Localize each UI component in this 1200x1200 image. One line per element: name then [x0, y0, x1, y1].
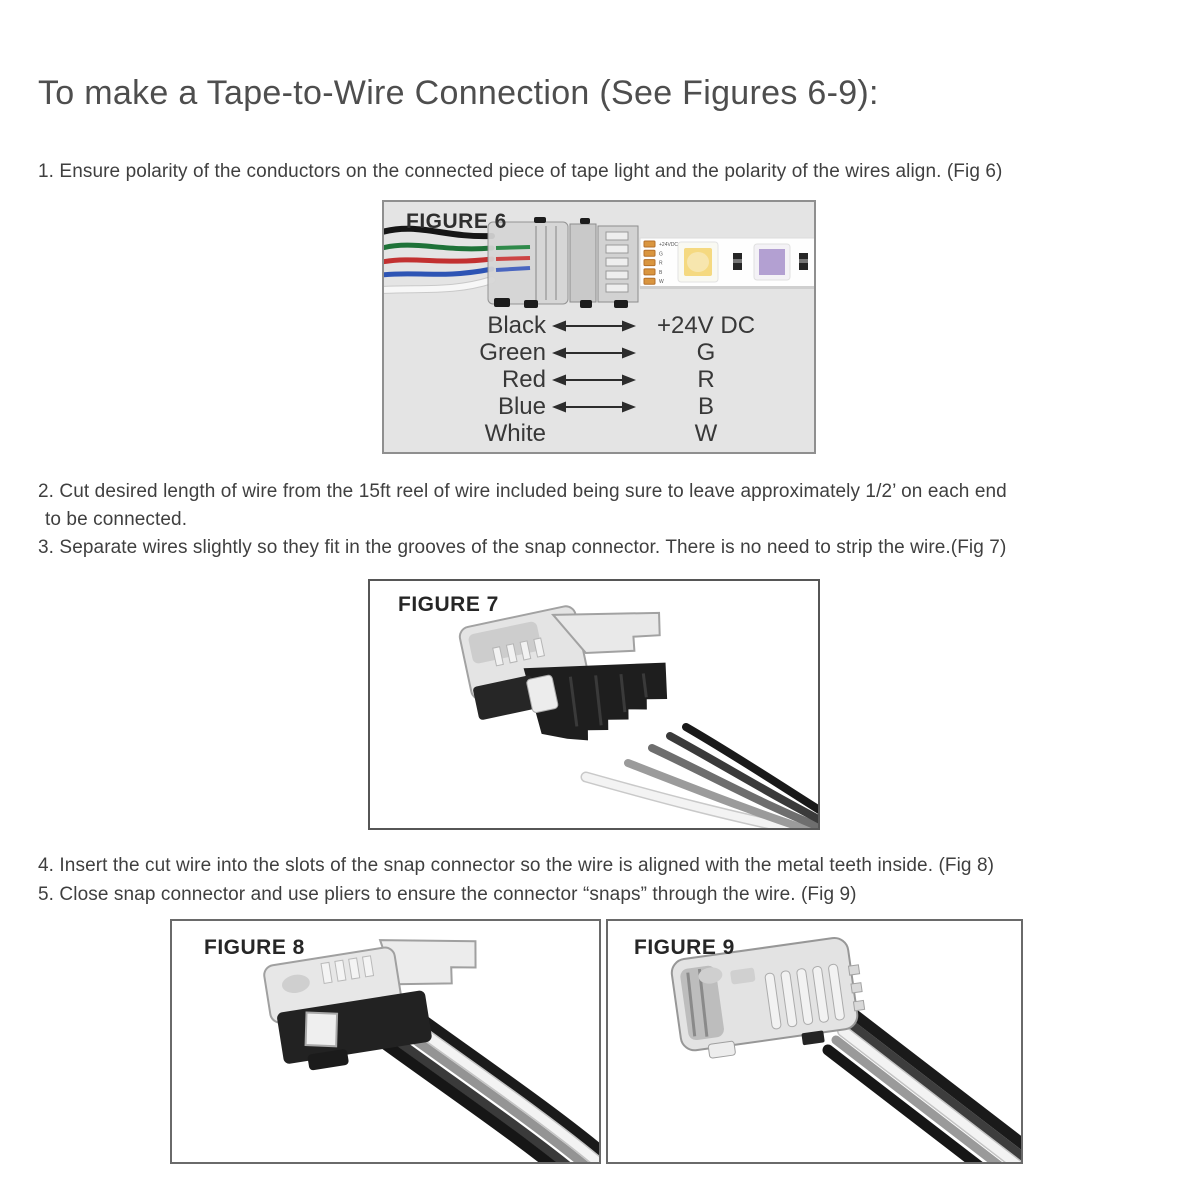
strip-pad-label: +24VDC — [659, 242, 679, 248]
figure-8-label: FIGURE 8 — [204, 936, 305, 959]
page-title: To make a Tape-to-Wire Connection (See Figures 6-9): — [38, 74, 879, 112]
wire-blue — [384, 269, 492, 275]
mapping-row-red — [384, 366, 814, 393]
step-4: 4. Insert the cut wire into the slots of the snap connector so the wire is aligned with the metal teeth inside. (Fig 8) — [38, 855, 995, 876]
figure-9-label: FIGURE 9 — [634, 936, 735, 959]
pad-name: W — [694, 419, 718, 447]
wire-mapping-table — [384, 312, 814, 447]
pad-name: +24V DC — [656, 311, 756, 339]
pad-name: R — [697, 365, 715, 393]
step-5: 5. Close snap connector and use pliers to ensure the connector “snaps” through the wire. (Fig 9) — [38, 884, 857, 905]
figure-6-panel — [382, 200, 816, 454]
figure-9-panel — [606, 919, 1023, 1164]
strip-pad-label: W — [659, 279, 664, 286]
step-2-line-2: to be connected. — [45, 509, 188, 530]
strip-pad-label: R — [659, 260, 663, 267]
double-arrow-icon — [550, 319, 638, 333]
step-3: 3. Separate wires slightly so they fit in the grooves of the snap connector. There is no need to strip the wire.(Fig 7) — [38, 537, 1007, 558]
double-arrow-icon — [550, 346, 638, 360]
wires-snapped-illustration — [828, 1015, 1021, 1162]
mapping-row-green — [384, 339, 814, 366]
mapping-row-blue — [384, 393, 814, 420]
figure-6-label: FIGURE 6 — [406, 210, 507, 233]
snap-connector-illustration — [488, 217, 638, 308]
wire-name: White — [484, 419, 546, 447]
wire-green — [384, 245, 492, 249]
wire-name: Red — [501, 365, 546, 393]
figure-8-panel — [170, 919, 601, 1164]
wire-red — [384, 259, 492, 262]
strip-pad-label: G — [659, 251, 663, 258]
pad-name: G — [696, 338, 716, 366]
mapping-row-white — [384, 420, 814, 447]
wire-name: Black — [487, 311, 546, 339]
wire-name: Green — [479, 338, 546, 366]
figure-7-panel — [368, 579, 820, 830]
strip-pad-label: B — [659, 269, 663, 276]
pad-name: B — [697, 392, 714, 420]
mapping-row-black — [384, 312, 814, 339]
wire-name: Blue — [497, 392, 546, 420]
double-arrow-icon — [550, 373, 638, 387]
figure-7-photo — [370, 581, 818, 828]
step-2-line-1: 2. Cut desired length of wire from the 15ft reel of wire included being sure to leave approximately 1/2’ on each end — [38, 481, 1007, 502]
loose-wires-illustration — [586, 727, 818, 828]
double-arrow-icon — [550, 400, 638, 414]
step-1: 1. Ensure polarity of the conductors on the connected piece of tape light and the polarity of the wires align. (Fig 6) — [38, 161, 1003, 182]
led-strip-illustration — [640, 238, 814, 289]
figure-7-label: FIGURE 7 — [398, 593, 499, 616]
